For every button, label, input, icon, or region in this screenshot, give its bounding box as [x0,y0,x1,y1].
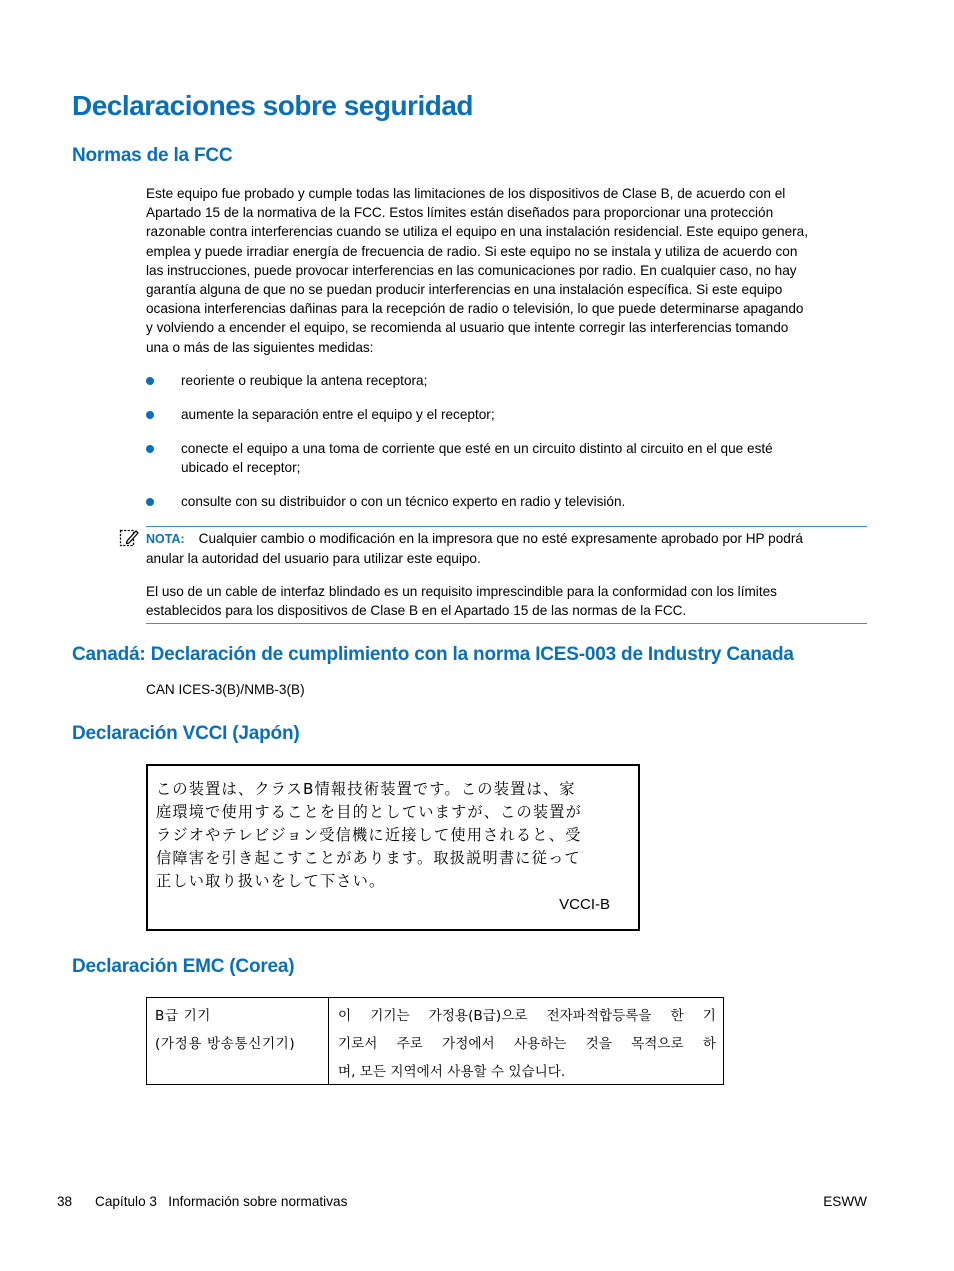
list-item [146,371,868,390]
page-title: Declaraciones sobre seguridad [72,90,474,121]
paragraph-line: Apartado 15 de la normativa de la FCC. Estos límites están diseñados para proporcionar una protección [146,205,774,221]
emc-word: 한 [670,1008,684,1024]
emc-word: 전자파적합등록을 [546,1008,652,1024]
emc-word: 사용하는 [513,1036,567,1052]
emc-class-line: (가정용 방송통신기기) [155,1036,296,1052]
page-number: 38 [57,1194,73,1209]
vcci-line: ラジオやテレビジョン受信機に近接して使用されると、受 [156,826,582,844]
note-line-text: Cualquier cambio o modificación en la impresora que no esté expresamente aprobado por HP podrá [198,531,803,546]
paragraph-line: una o más de las siguientes medidas: [146,339,374,355]
emc-word: 가정에서 [442,1036,495,1052]
section-title-canada: Canadá: Declaración de cumplimiento con la norma ICES-003 de Industry Canada [72,644,794,665]
emc-description-line [338,1032,716,1052]
note-pencil-icon [119,528,139,548]
vcci-line: 庭環境で使用することを目的としていますが、この装置が [156,803,583,821]
paragraph-line: las instrucciones, puede provocar interferencias en las comunicaciones por radio. En cualquier caso, no hay [146,262,797,278]
section-title-fcc: Normas de la FCC [72,145,233,166]
canada-compliance-text: CAN ICES-3(B)/NMB-3(B) [146,682,305,697]
emc-class-cell [147,998,329,1084]
emc-word: 이 [338,1008,352,1024]
emc-word: 가정용(B급)으로 [428,1008,528,1024]
section-title-emc: Declaración EMC (Corea) [72,956,295,977]
bullet-icon [146,445,154,453]
bullet-icon [146,377,154,385]
note-line: El uso de un cable de interfaz blindado es un requisito imprescindible para la conformidad con los límites [146,584,777,599]
paragraph-line: Este equipo fue probado y cumple todas las limitaciones de los dispositivos de Clase B, de acuerdo con el [146,186,786,201]
paragraph-line: garantía alguna de que no se puedan producir interferencias en una instalación específica. Si este equipo [146,282,783,298]
vcci-statement-box [146,764,640,931]
list-item-text: aumente la separación entre el equipo y el receptor; [181,407,495,422]
vcci-line: この装置は、クラスB情報技術装置です。この装置は、家 [156,780,576,798]
paragraph-line: emplea y puede irradiar energía de frecuencia de radio. Si este equipo no se instala y utiliza de acuerdo con [146,243,798,259]
paragraph-line: y volviendo a encender el equipo, se recomienda al usuario que intente corregir las interferencias tomando [146,320,789,336]
note-paragraph [146,582,868,620]
note-line: establecidos para los dispositivos de Clase B en el Apartado 15 de las normas de la FCC. [146,603,687,619]
paragraph-line: razonable contra interferencias cuando se utiliza el equipo en una instalación residencial. Este equipo genera, [146,224,808,240]
vcci-statement [156,778,632,893]
emc-description-cell [330,998,724,1084]
emc-word: 주로 [396,1036,423,1052]
emc-statement-table [146,997,724,1085]
bullet-icon [146,411,154,419]
list-item-text: conecte el equipo a una toma de corriente que esté en un circuito distinto al circuito en el que esté [181,441,773,456]
emc-word: 것을 [585,1036,612,1052]
emc-word: 기기는 [370,1008,410,1024]
emc-class-line: B급 기기 [155,1008,212,1024]
note-label: NOTA: [146,532,185,546]
list-item-text: ubicado el receptor; [181,460,301,476]
note-text [146,529,868,568]
list-item [146,405,868,424]
footer-chapter: Capítulo 3 Información sobre normativas [95,1194,348,1209]
footer-code: ESWW [823,1194,867,1209]
emc-word: 기 [702,1008,716,1024]
emc-description-line [338,1004,716,1024]
paragraph-line: ocasiona interferencias dañinas para la recepción de radio o televisión, lo que puede determinarse apagando [146,301,804,317]
section-title-vcci: Declaración VCCI (Japón) [72,723,300,744]
fcc-paragraph [146,184,868,357]
bullet-icon [146,498,154,506]
vcci-line: 信障害を引き起こすことがあります。取扱説明書に従って [156,849,581,867]
list-item [146,439,868,477]
emc-description-line: 며, 모든 지역에서 사용할 수 있습니다. [338,1064,566,1080]
note-line: anular la autoridad del usuario para utilizar este equipo. [146,551,481,567]
emc-word: 목적으로 [631,1036,684,1052]
emc-word: 하 [702,1036,716,1052]
vcci-line: 正しい取り扱いをして下さい。 [156,872,386,890]
list-item-text: reoriente o reubique la antena receptora; [181,373,428,388]
list-item-text: consulte con su distribuidor o con un técnico experto en radio y televisión. [181,494,626,509]
note-line [146,529,868,549]
vcci-mark: VCCI-B [559,896,610,913]
emc-word: 기로서 [338,1036,378,1052]
list-item [146,492,868,511]
